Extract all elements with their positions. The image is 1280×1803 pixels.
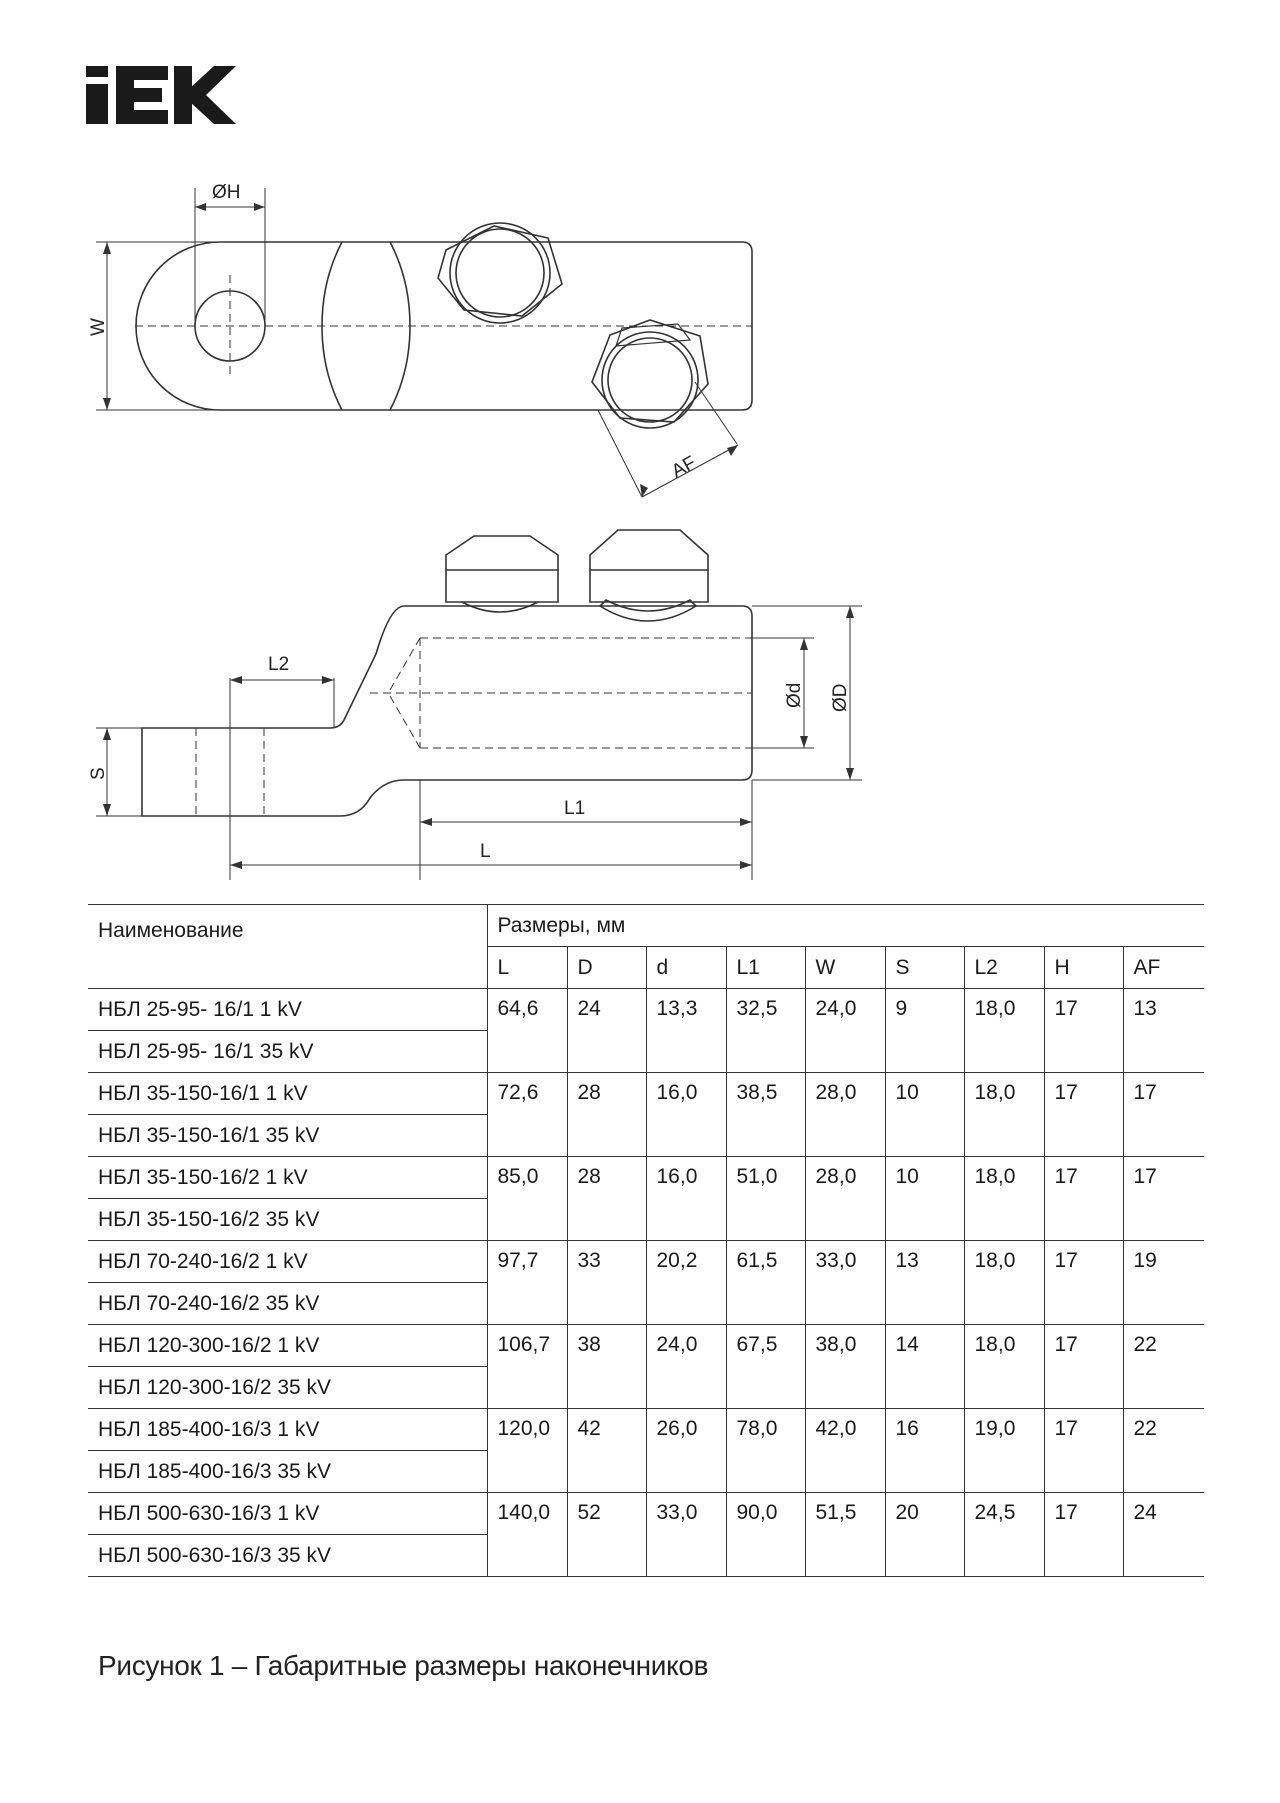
value-h: 17	[1044, 1409, 1123, 1493]
value-l1: 90,0	[726, 1493, 805, 1577]
value-d: 52	[567, 1493, 646, 1577]
spec-table	[88, 904, 1204, 1577]
value-h: 17	[1044, 989, 1123, 1073]
value-d: 28	[567, 1157, 646, 1241]
label-l: L	[480, 841, 491, 862]
column-header-d: D	[567, 947, 646, 989]
value-l1: 32,5	[726, 989, 805, 1073]
value-w: 28,0	[805, 1157, 885, 1241]
value-w: 24,0	[805, 989, 885, 1073]
value-h: 17	[1044, 1493, 1123, 1577]
value-s: 14	[885, 1325, 964, 1409]
product-name: НБЛ 500-630-16/3 1 kV	[88, 1493, 487, 1535]
dimensions-header: Размеры, мм	[487, 905, 1204, 947]
name-header: Наименование	[88, 905, 487, 989]
product-name: НБЛ 120-300-16/2 1 kV	[88, 1325, 487, 1367]
value-l1: 38,5	[726, 1073, 805, 1157]
value-af: 19	[1123, 1241, 1204, 1325]
value-s: 10	[885, 1157, 964, 1241]
value-l: 64,6	[487, 989, 567, 1073]
value-af: 22	[1123, 1325, 1204, 1409]
value-af: 17	[1123, 1157, 1204, 1241]
table-row	[88, 1241, 1204, 1283]
value-d: 33,0	[646, 1493, 726, 1577]
column-header-af: AF	[1123, 947, 1204, 989]
product-name: НБЛ 185-400-16/3 35 kV	[88, 1451, 487, 1493]
iek-logo	[86, 66, 236, 124]
value-af: 17	[1123, 1073, 1204, 1157]
product-name: НБЛ 70-240-16/2 1 kV	[88, 1241, 487, 1283]
value-s: 13	[885, 1241, 964, 1325]
value-h: 17	[1044, 1073, 1123, 1157]
label-l1: L1	[564, 798, 586, 819]
value-d: 20,2	[646, 1241, 726, 1325]
product-name: НБЛ 35-150-16/1 35 kV	[88, 1115, 487, 1157]
product-name: НБЛ 120-300-16/2 35 kV	[88, 1367, 487, 1409]
value-s: 20	[885, 1493, 964, 1577]
label-l2: L2	[268, 654, 290, 675]
product-name: НБЛ 185-400-16/3 1 kV	[88, 1409, 487, 1451]
table-row	[88, 1157, 1204, 1199]
value-l: 140,0	[487, 1493, 567, 1577]
figure-caption: Рисунок 1 – Габаритные размеры наконечников	[98, 1650, 709, 1681]
value-h: 17	[1044, 1157, 1123, 1241]
label-h: ØH	[212, 182, 241, 203]
value-af: 22	[1123, 1409, 1204, 1493]
value-d: 16,0	[646, 1073, 726, 1157]
value-w: 28,0	[805, 1073, 885, 1157]
value-l2: 18,0	[964, 989, 1044, 1073]
value-l: 85,0	[487, 1157, 567, 1241]
value-d: 28	[567, 1073, 646, 1157]
value-s: 16	[885, 1409, 964, 1493]
value-l2: 18,0	[964, 1073, 1044, 1157]
value-s: 9	[885, 989, 964, 1073]
value-l: 106,7	[487, 1325, 567, 1409]
value-l1: 61,5	[726, 1241, 805, 1325]
value-d: 24	[567, 989, 646, 1073]
product-name: НБЛ 500-630-16/3 35 kV	[88, 1535, 487, 1577]
value-af: 24	[1123, 1493, 1204, 1577]
value-d: 16,0	[646, 1157, 726, 1241]
value-d: 26,0	[646, 1409, 726, 1493]
column-header-d: d	[646, 947, 726, 989]
side-view	[142, 530, 752, 816]
label-d-small: Ød	[784, 682, 805, 708]
table-row	[88, 989, 1204, 1031]
column-header-l1: L1	[726, 947, 805, 989]
table-row	[88, 1493, 1204, 1535]
value-w: 33,0	[805, 1241, 885, 1325]
value-d: 33	[567, 1241, 646, 1325]
value-s: 10	[885, 1073, 964, 1157]
value-d: 24,0	[646, 1325, 726, 1409]
product-name: НБЛ 70-240-16/2 35 kV	[88, 1283, 487, 1325]
value-w: 51,5	[805, 1493, 885, 1577]
product-name: НБЛ 35-150-16/2 1 kV	[88, 1157, 487, 1199]
product-name: НБЛ 25-95- 16/1 1 kV	[88, 989, 487, 1031]
value-l2: 18,0	[964, 1325, 1044, 1409]
value-af: 13	[1123, 989, 1204, 1073]
table-row	[88, 1409, 1204, 1451]
value-l2: 18,0	[964, 1241, 1044, 1325]
product-name: НБЛ 35-150-16/2 35 kV	[88, 1199, 487, 1241]
value-d: 42	[567, 1409, 646, 1493]
value-l2: 24,5	[964, 1493, 1044, 1577]
value-l: 97,7	[487, 1241, 567, 1325]
value-h: 17	[1044, 1241, 1123, 1325]
lug-drawing	[0, 160, 1280, 880]
value-l1: 51,0	[726, 1157, 805, 1241]
column-header-s: S	[885, 947, 964, 989]
label-af: AF	[668, 452, 700, 483]
column-header-l2: L2	[964, 947, 1044, 989]
table-row	[88, 1073, 1204, 1115]
value-d: 13,3	[646, 989, 726, 1073]
value-l: 72,6	[487, 1073, 567, 1157]
column-header-h: H	[1044, 947, 1123, 989]
value-h: 17	[1044, 1325, 1123, 1409]
column-header-l: L	[487, 947, 567, 989]
value-l2: 18,0	[964, 1157, 1044, 1241]
value-l1: 78,0	[726, 1409, 805, 1493]
value-l2: 19,0	[964, 1409, 1044, 1493]
value-w: 38,0	[805, 1325, 885, 1409]
column-header-w: W	[805, 947, 885, 989]
table-row	[88, 1325, 1204, 1367]
product-name: НБЛ 35-150-16/1 1 kV	[88, 1073, 487, 1115]
value-l: 120,0	[487, 1409, 567, 1493]
label-d-big: ØD	[830, 683, 851, 712]
value-w: 42,0	[805, 1409, 885, 1493]
label-s: S	[88, 767, 109, 780]
product-name: НБЛ 25-95- 16/1 35 kV	[88, 1031, 487, 1073]
value-d: 38	[567, 1325, 646, 1409]
value-l1: 67,5	[726, 1325, 805, 1409]
label-w: W	[88, 318, 109, 336]
